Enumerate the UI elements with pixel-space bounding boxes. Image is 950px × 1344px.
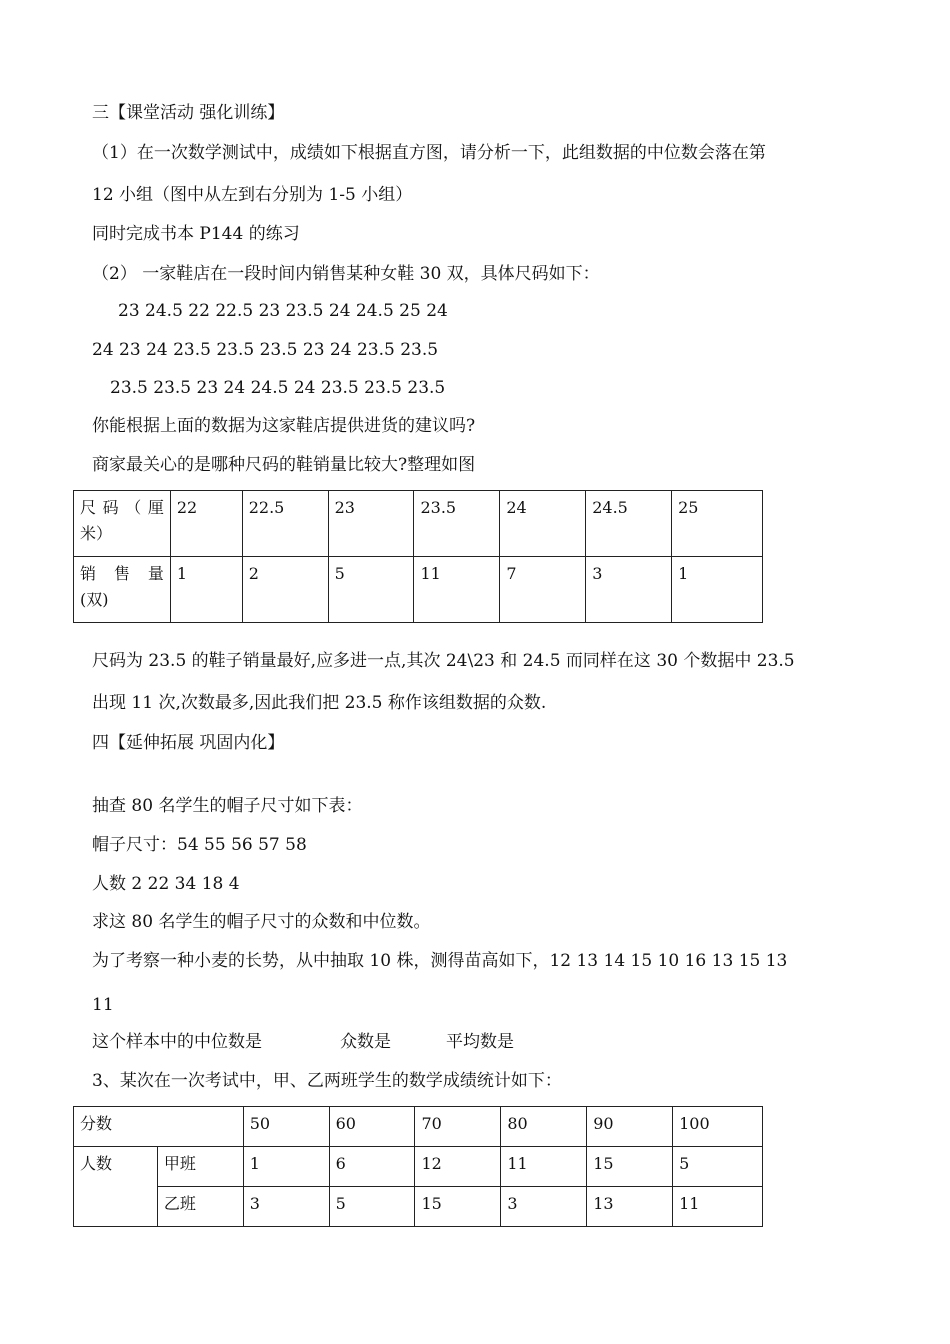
score-cell: 70 — [415, 1107, 501, 1147]
shoe-size-table — [73, 490, 763, 623]
count-label-cell: 人数 — [74, 1147, 158, 1227]
class-a-count: 11 — [501, 1147, 587, 1187]
score-cell: 50 — [243, 1107, 329, 1147]
sales-cell: 3 — [586, 557, 672, 623]
size-cell: 24.5 — [586, 491, 672, 557]
class-a-count: 6 — [329, 1147, 415, 1187]
size-cell: 22 — [170, 491, 242, 557]
question2-note: 商家最关心的是哪种尺码的鞋销量比较大?整理如图 — [92, 455, 476, 475]
wheat-ask-mean: 平均数是 — [446, 1032, 514, 1052]
sales-cell: 1 — [672, 557, 763, 623]
sales-cell: 5 — [328, 557, 414, 623]
class-b-count: 13 — [587, 1187, 673, 1227]
size-cell: 22.5 — [242, 491, 328, 557]
wheat-ask-mode: 众数是 — [340, 1032, 391, 1052]
question2-ask: 你能根据上面的数据为这家鞋店提供进货的建议吗? — [92, 416, 476, 436]
size-cell: 23 — [328, 491, 414, 557]
sales-label-a: 销售量 — [80, 564, 164, 583]
class-b-count: 11 — [673, 1187, 763, 1227]
class-a-count: 5 — [673, 1147, 763, 1187]
wheat-ask-median: 这个样本中的中位数是 — [92, 1032, 262, 1052]
class-b-row — [74, 1187, 763, 1227]
class-b-count: 5 — [329, 1187, 415, 1227]
conclusion-line2: 出现 11 次,次数最多,因此我们把 23.5 称作该组数据的众数. — [92, 693, 547, 713]
size-label-b: 米） — [80, 524, 113, 543]
size-label-a: 尺码（厘 — [80, 498, 164, 517]
score-cell: 80 — [501, 1107, 587, 1147]
shoe-sales-row — [74, 557, 763, 623]
score-cell: 100 — [673, 1107, 763, 1147]
size-cell: 24 — [500, 491, 586, 557]
score-cell: 90 — [587, 1107, 673, 1147]
class-a-count: 15 — [587, 1147, 673, 1187]
question1-line3: 同时完成书本 P144 的练习 — [92, 224, 300, 244]
class-a-label: 甲班 — [157, 1147, 243, 1187]
class-a-row — [74, 1147, 763, 1187]
score-cell: 60 — [329, 1107, 415, 1147]
score-table — [73, 1106, 763, 1227]
conclusion-line1: 尺码为 23.5 的鞋子销量最好,应多进一点,其次 24\23 和 24.5 而同样在这 30 个数据中 23.5 — [92, 651, 795, 671]
section4-heading: 四【延伸拓展 巩固内化】 — [92, 733, 285, 753]
shoe-data-row1: 23 24.5 22 22.5 23 23.5 24 24.5 25 24 — [118, 301, 448, 321]
score-row — [74, 1107, 763, 1147]
hat-sizes: 帽子尺寸：54 55 56 57 58 — [92, 835, 307, 855]
class-b-count: 3 — [501, 1187, 587, 1227]
size-cell: 25 — [672, 491, 763, 557]
class-a-count: 1 — [243, 1147, 329, 1187]
hat-counts: 人数 2 22 34 18 4 — [92, 874, 240, 894]
class-b-count: 15 — [415, 1187, 501, 1227]
size-cell: 23.5 — [414, 491, 500, 557]
class-b-count: 3 — [243, 1187, 329, 1227]
sales-cell: 2 — [242, 557, 328, 623]
hat-question: 求这 80 名学生的帽子尺寸的众数和中位数。 — [92, 912, 431, 932]
shoe-data-row3: 23.5 23.5 23 24 24.5 24 23.5 23.5 23.5 — [110, 378, 446, 398]
class-b-label: 乙班 — [157, 1187, 243, 1227]
question2-line1: （2） 一家鞋店在一段时间内销售某种女鞋 30 双，具体尺码如下： — [92, 264, 600, 284]
class-a-count: 12 — [415, 1147, 501, 1187]
question1-line2: 12 小组（图中从左到右分别为 1-5 小组） — [92, 185, 413, 205]
sales-cell: 7 — [500, 557, 586, 623]
sales-cell: 11 — [414, 557, 500, 623]
sales-label-b: (双) — [80, 590, 109, 609]
sales-label-cell — [74, 557, 171, 623]
question3-intro: 3、某次在一次考试中，甲、乙两班学生的数学成绩统计如下： — [92, 1071, 562, 1091]
section3-heading: 三【课堂活动 强化训练】 — [92, 103, 285, 123]
shoe-size-row — [74, 491, 763, 557]
sales-cell: 1 — [170, 557, 242, 623]
size-label-cell — [74, 491, 171, 557]
wheat-line2: 11 — [92, 995, 114, 1015]
question1-line1: （1）在一次数学测试中，成绩如下根据直方图，请分析一下，此组数据的中位数会落在第 — [92, 143, 766, 163]
hat-intro: 抽查 80 名学生的帽子尺寸如下表： — [92, 796, 363, 816]
wheat-line1: 为了考察一种小麦的长势，从中抽取 10 株，测得苗高如下，12 13 14 15 10 16 13 15 13 — [92, 951, 788, 971]
score-label-cell: 分数 — [74, 1107, 244, 1147]
shoe-data-row2: 24 23 24 23.5 23.5 23.5 23 24 23.5 23.5 — [92, 340, 439, 360]
